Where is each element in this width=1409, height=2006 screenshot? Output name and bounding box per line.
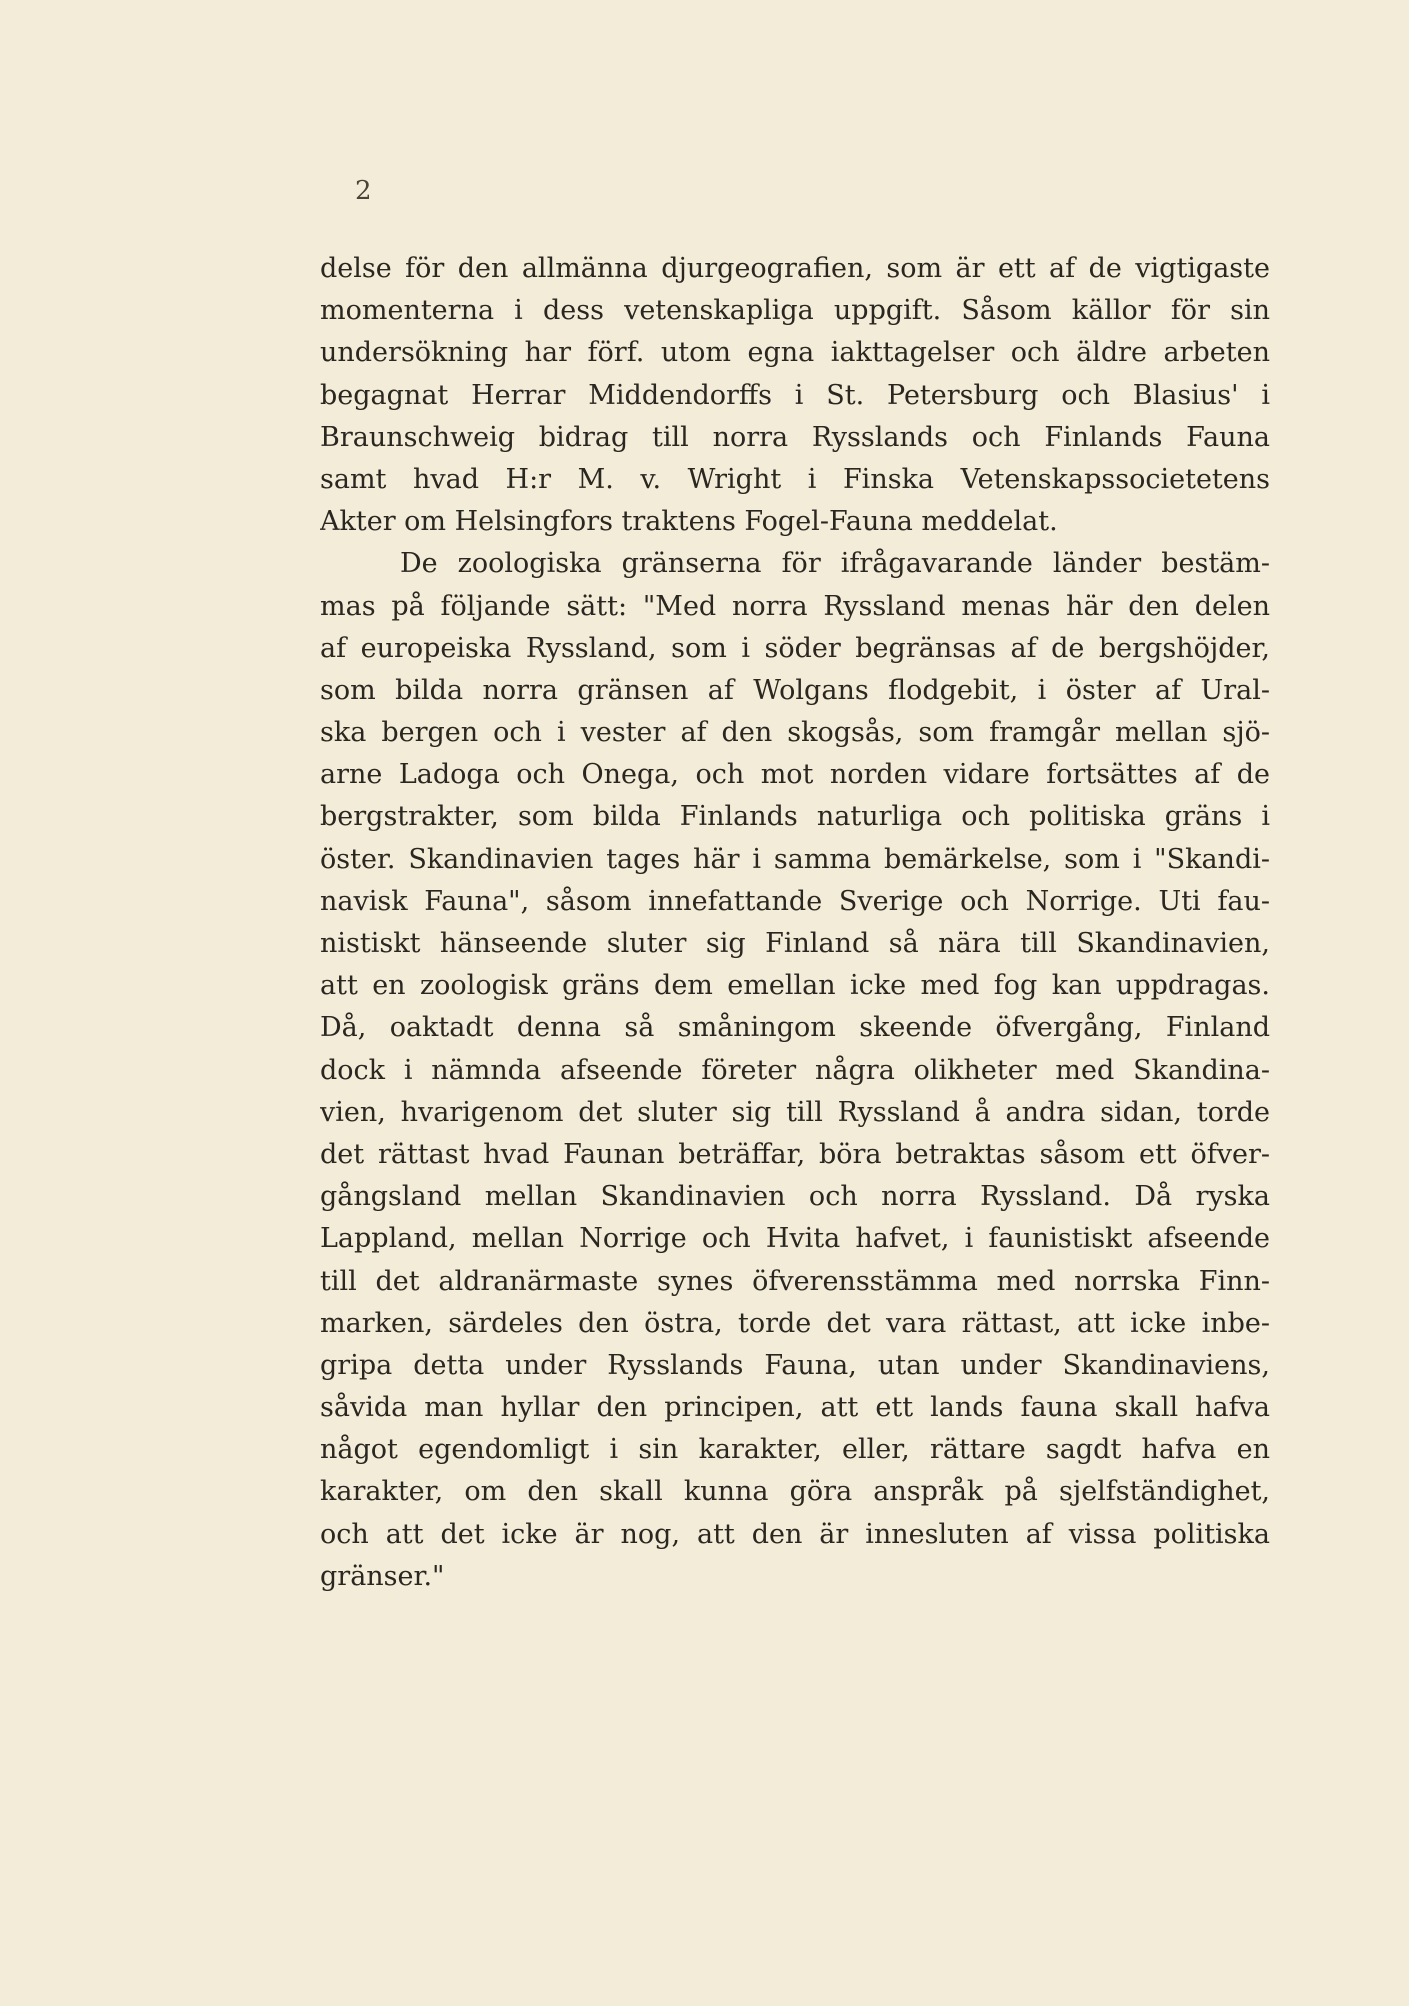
text-line: Lappland, mellan Norrige och Hvita hafvet, i faunistiskt afseende [320, 1223, 1270, 1255]
text-line: karakter, om den skall kunna göra anspråk på sjelfständighet, [320, 1476, 1270, 1508]
text-line: dock i nämnda afseende företer några olikheter med Skandina- [320, 1054, 1270, 1086]
text-line: att en zoologisk gräns dem emellan icke med fog kan uppdragas. [320, 970, 1270, 1002]
text-line: gripa detta under Rysslands Fauna, utan under Skandinaviens, [320, 1349, 1270, 1381]
text-line: undersökning har förf. utom egna iakttagelser och äldre arbeten [320, 337, 1270, 369]
text-line: nistiskt hänseende sluter sig Finland så nära till Skandinavien, [320, 928, 1270, 959]
text-line: gränser." [320, 1560, 445, 1592]
text-line: momenterna i dess vetenskapliga uppgift. Såsom källor för sin [320, 295, 1270, 327]
text-line: Akter om Helsingfors traktens Fogel-Fauna meddelat. [320, 506, 1058, 538]
text-line: delse för den allmänna djurgeografien, som är ett af de vigtigaste [320, 253, 1270, 284]
text-line: marken, särdeles den östra, torde det vara rättast, att icke inbe- [320, 1307, 1270, 1339]
text-line: De zoologiska gränserna för ifrågavarande länder bestäm- [400, 548, 1270, 580]
text-line: ska bergen och i vester af den skogsås, som framgår mellan sjö- [320, 717, 1270, 749]
page-number: 2 [355, 176, 372, 206]
text-line: arne Ladoga och Onega, och mot norden vidare fortsättes af de [320, 759, 1270, 791]
text-line: och att det icke är nog, att den är innesluten af vissa politiska [320, 1518, 1270, 1550]
text-line: bergstrakter, som bilda Finlands naturliga och politiska gräns i [320, 801, 1270, 833]
text-line: begagnat Herrar Middendorffs i St. Petersburg och Blasius' i [320, 379, 1270, 411]
text-line: vien, hvarigenom det sluter sig till Ryssland å andra sidan, torde [320, 1096, 1270, 1128]
text-line: af europeiska Ryssland, som i söder begränsas af de bergshöjder, [320, 632, 1270, 664]
text-line: något egendomligt i sin karakter, eller, rättare sagdt hafva en [320, 1434, 1270, 1466]
text-line: öster. Skandinavien tages här i samma bemärkelse, som i "Skandi- [320, 843, 1270, 875]
text-line: mas på följande sätt: "Med norra Ryssland menas här den delen [320, 590, 1270, 622]
text-line: till det aldranärmaste synes öfverensstämma med norrska Finn- [320, 1265, 1270, 1297]
text-line: Braunschweig bidrag till norra Rysslands och Finlands Fauna [320, 421, 1270, 453]
text-line: navisk Fauna", såsom innefattande Sverige och Norrige. Uti fau- [320, 885, 1270, 917]
text-line: samt hvad H:r M. v. Wright i Finska Vetenskapssocietetens [320, 463, 1270, 495]
text-line: det rättast hvad Faunan beträffar, böra betraktas såsom ett öfver- [320, 1138, 1270, 1170]
body-text [320, 248, 1270, 1598]
text-line: såvida man hyllar den principen, att ett lands fauna skall hafva [320, 1392, 1270, 1424]
text-line: Då, oaktadt denna så småningom skeende öfvergång, Finland [320, 1012, 1270, 1044]
text-line: som bilda norra gränsen af Wolgans flodgebit, i öster af Ural- [320, 674, 1270, 706]
text-line: gångsland mellan Skandinavien och norra Ryssland. Då ryska [320, 1181, 1270, 1213]
